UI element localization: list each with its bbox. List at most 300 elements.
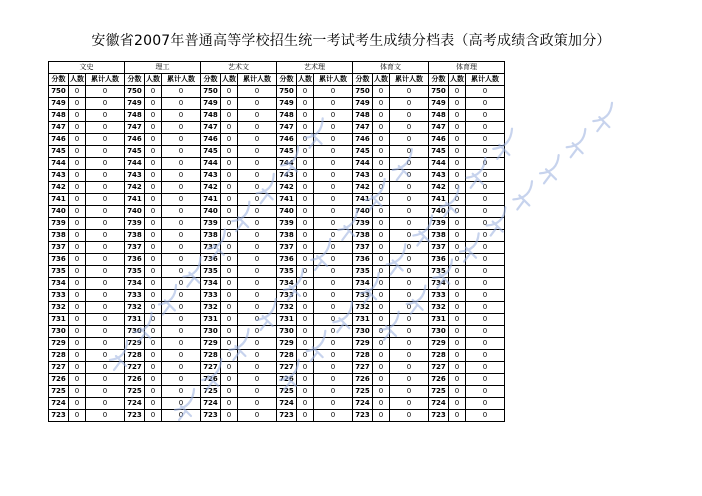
cumulative-cell: 0	[162, 218, 201, 230]
score-cell: 743	[353, 170, 373, 182]
score-cell: 733	[125, 290, 145, 302]
score-cell: 745	[353, 146, 373, 158]
cumulative-cell: 0	[162, 158, 201, 170]
score-cell: 723	[125, 410, 145, 422]
score-cell: 725	[49, 386, 69, 398]
count-cell: 0	[221, 410, 238, 422]
cumulative-cell: 0	[466, 326, 505, 338]
cumulative-cell: 0	[238, 374, 277, 386]
cumulative-cell: 0	[314, 122, 353, 134]
count-cell: 0	[449, 218, 466, 230]
score-cell: 743	[429, 170, 449, 182]
score-cell: 732	[353, 302, 373, 314]
cumulative-cell: 0	[314, 362, 353, 374]
count-cell: 0	[221, 86, 238, 98]
score-cell: 736	[277, 254, 297, 266]
score-cell: 723	[353, 410, 373, 422]
count-cell: 0	[449, 230, 466, 242]
count-cell: 0	[221, 110, 238, 122]
cumulative-cell: 0	[466, 206, 505, 218]
cumulative-cell: 0	[86, 266, 125, 278]
score-cell: 740	[277, 206, 297, 218]
cumulative-cell: 0	[86, 314, 125, 326]
count-cell: 0	[373, 146, 390, 158]
count-cell: 0	[297, 122, 314, 134]
score-cell: 725	[353, 386, 373, 398]
cumulative-cell: 0	[390, 158, 429, 170]
cumulative-cell: 0	[162, 194, 201, 206]
count-cell: 0	[449, 350, 466, 362]
cumulative-cell: 0	[162, 242, 201, 254]
count-cell: 0	[221, 362, 238, 374]
cumulative-cell: 0	[466, 290, 505, 302]
score-cell: 729	[277, 338, 297, 350]
count-cell: 0	[221, 302, 238, 314]
count-cell: 0	[221, 146, 238, 158]
group-header: 理工	[125, 62, 201, 74]
cumulative-cell: 0	[86, 218, 125, 230]
count-cell: 0	[297, 242, 314, 254]
score-cell: 729	[125, 338, 145, 350]
count-cell: 0	[373, 182, 390, 194]
count-cell: 0	[297, 302, 314, 314]
score-cell: 727	[201, 362, 221, 374]
count-cell: 0	[69, 314, 86, 326]
count-cell: 0	[145, 374, 162, 386]
cumulative-cell: 0	[314, 194, 353, 206]
score-cell: 727	[49, 362, 69, 374]
cumulative-cell: 0	[238, 410, 277, 422]
cumulative-cell: 0	[390, 266, 429, 278]
count-cell: 0	[449, 374, 466, 386]
count-cell: 0	[145, 218, 162, 230]
cumulative-cell: 0	[162, 386, 201, 398]
cumulative-cell: 0	[314, 158, 353, 170]
score-cell: 738	[201, 230, 221, 242]
score-cell: 746	[277, 134, 297, 146]
cumulative-cell: 0	[86, 254, 125, 266]
group-header: 艺术理	[277, 62, 353, 74]
count-cell: 0	[145, 254, 162, 266]
score-cell: 730	[49, 326, 69, 338]
cumulative-cell: 0	[86, 326, 125, 338]
cumulative-cell: 0	[314, 314, 353, 326]
count-cell: 0	[145, 122, 162, 134]
count-cell: 0	[69, 278, 86, 290]
count-cell: 0	[373, 338, 390, 350]
count-cell: 0	[449, 134, 466, 146]
count-cell: 0	[145, 350, 162, 362]
score-cell: 725	[125, 386, 145, 398]
count-cell: 0	[297, 326, 314, 338]
column-header: 分数	[277, 74, 297, 86]
score-cell: 749	[429, 98, 449, 110]
score-cell: 734	[353, 278, 373, 290]
score-cell: 726	[429, 374, 449, 386]
score-cell: 750	[201, 86, 221, 98]
score-cell: 729	[49, 338, 69, 350]
count-cell: 0	[297, 266, 314, 278]
count-cell: 0	[373, 254, 390, 266]
group-header: 文史	[49, 62, 125, 74]
score-cell: 738	[277, 230, 297, 242]
count-cell: 0	[373, 242, 390, 254]
cumulative-cell: 0	[86, 86, 125, 98]
score-cell: 737	[429, 242, 449, 254]
count-cell: 0	[221, 134, 238, 146]
column-header: 累计人数	[86, 74, 125, 86]
count-cell: 0	[145, 326, 162, 338]
count-cell: 0	[373, 230, 390, 242]
table-row	[49, 314, 505, 326]
cumulative-cell: 0	[466, 134, 505, 146]
score-cell: 724	[429, 398, 449, 410]
cumulative-cell: 0	[238, 206, 277, 218]
count-cell: 0	[145, 146, 162, 158]
score-cell: 744	[353, 158, 373, 170]
cumulative-cell: 0	[238, 134, 277, 146]
cumulative-cell: 0	[466, 350, 505, 362]
count-cell: 0	[145, 266, 162, 278]
cumulative-cell: 0	[238, 326, 277, 338]
cumulative-cell: 0	[86, 374, 125, 386]
score-cell: 740	[125, 206, 145, 218]
table-row	[49, 410, 505, 422]
count-cell: 0	[297, 314, 314, 326]
count-cell: 0	[297, 410, 314, 422]
score-cell: 747	[201, 122, 221, 134]
score-cell: 744	[125, 158, 145, 170]
score-cell: 749	[201, 98, 221, 110]
count-cell: 0	[449, 302, 466, 314]
cumulative-cell: 0	[238, 122, 277, 134]
score-cell: 735	[201, 266, 221, 278]
cumulative-cell: 0	[390, 374, 429, 386]
score-cell: 740	[353, 206, 373, 218]
count-cell: 0	[69, 134, 86, 146]
column-header: 累计人数	[162, 74, 201, 86]
count-cell: 0	[145, 134, 162, 146]
score-cell: 743	[125, 170, 145, 182]
table-row	[49, 158, 505, 170]
count-cell: 0	[297, 350, 314, 362]
table-row	[49, 398, 505, 410]
score-cell: 738	[125, 230, 145, 242]
count-cell: 0	[221, 206, 238, 218]
count-cell: 0	[145, 86, 162, 98]
score-cell: 730	[353, 326, 373, 338]
score-cell: 734	[201, 278, 221, 290]
table-row	[49, 302, 505, 314]
column-header: 人数	[297, 74, 314, 86]
score-cell: 746	[429, 134, 449, 146]
score-cell: 738	[429, 230, 449, 242]
table-row	[49, 134, 505, 146]
count-cell: 0	[69, 98, 86, 110]
count-cell: 0	[145, 242, 162, 254]
group-header: 艺术文	[201, 62, 277, 74]
cumulative-cell: 0	[390, 362, 429, 374]
score-cell: 735	[429, 266, 449, 278]
cumulative-cell: 0	[238, 362, 277, 374]
count-cell: 0	[221, 266, 238, 278]
column-header: 人数	[221, 74, 238, 86]
count-cell: 0	[221, 230, 238, 242]
count-cell: 0	[449, 122, 466, 134]
cumulative-cell: 0	[314, 326, 353, 338]
column-header: 累计人数	[314, 74, 353, 86]
count-cell: 0	[221, 122, 238, 134]
score-cell: 733	[201, 290, 221, 302]
cumulative-cell: 0	[86, 242, 125, 254]
table-row	[49, 194, 505, 206]
cumulative-cell: 0	[86, 386, 125, 398]
count-cell: 0	[297, 158, 314, 170]
cumulative-cell: 0	[314, 134, 353, 146]
count-cell: 0	[297, 386, 314, 398]
cumulative-cell: 0	[86, 170, 125, 182]
score-cell: 737	[353, 242, 373, 254]
table-row	[49, 98, 505, 110]
score-cell: 736	[429, 254, 449, 266]
count-cell: 0	[145, 206, 162, 218]
cumulative-cell: 0	[390, 182, 429, 194]
cumulative-cell: 0	[162, 326, 201, 338]
column-header: 人数	[145, 74, 162, 86]
cumulative-cell: 0	[390, 122, 429, 134]
cumulative-cell: 0	[86, 146, 125, 158]
table-row	[49, 242, 505, 254]
score-cell: 731	[125, 314, 145, 326]
count-cell: 0	[69, 146, 86, 158]
score-cell: 723	[201, 410, 221, 422]
score-cell: 745	[125, 146, 145, 158]
cumulative-cell: 0	[162, 302, 201, 314]
score-cell: 738	[353, 230, 373, 242]
cumulative-cell: 0	[86, 134, 125, 146]
cumulative-cell: 0	[314, 374, 353, 386]
score-cell: 736	[125, 254, 145, 266]
count-cell: 0	[449, 362, 466, 374]
score-cell: 739	[353, 218, 373, 230]
cumulative-cell: 0	[390, 230, 429, 242]
score-cell: 741	[429, 194, 449, 206]
cumulative-cell: 0	[466, 278, 505, 290]
count-cell: 0	[449, 182, 466, 194]
score-cell: 745	[49, 146, 69, 158]
cumulative-cell: 0	[314, 386, 353, 398]
cumulative-cell: 0	[466, 194, 505, 206]
count-cell: 0	[145, 182, 162, 194]
cumulative-cell: 0	[162, 110, 201, 122]
score-cell: 750	[429, 86, 449, 98]
table-row	[49, 122, 505, 134]
table-row	[49, 182, 505, 194]
score-cell: 747	[49, 122, 69, 134]
score-cell: 744	[201, 158, 221, 170]
cumulative-cell: 0	[162, 398, 201, 410]
score-cell: 728	[353, 350, 373, 362]
cumulative-cell: 0	[86, 302, 125, 314]
score-cell: 739	[49, 218, 69, 230]
score-cell: 727	[353, 362, 373, 374]
cumulative-cell: 0	[466, 110, 505, 122]
cumulative-cell: 0	[86, 110, 125, 122]
cumulative-cell: 0	[162, 254, 201, 266]
score-cell: 737	[201, 242, 221, 254]
count-cell: 0	[297, 134, 314, 146]
score-cell: 723	[429, 410, 449, 422]
cumulative-cell: 0	[162, 170, 201, 182]
column-header: 分数	[125, 74, 145, 86]
cumulative-cell: 0	[162, 206, 201, 218]
cumulative-cell: 0	[390, 206, 429, 218]
count-cell: 0	[221, 350, 238, 362]
score-cell: 725	[201, 386, 221, 398]
cumulative-cell: 0	[314, 302, 353, 314]
cumulative-cell: 0	[466, 146, 505, 158]
cumulative-cell: 0	[162, 350, 201, 362]
score-cell: 734	[429, 278, 449, 290]
table-row	[49, 230, 505, 242]
cumulative-cell: 0	[466, 410, 505, 422]
cumulative-cell: 0	[466, 254, 505, 266]
cumulative-cell: 0	[390, 338, 429, 350]
cumulative-cell: 0	[238, 290, 277, 302]
count-cell: 0	[373, 86, 390, 98]
cumulative-cell: 0	[390, 146, 429, 158]
count-cell: 0	[297, 110, 314, 122]
count-cell: 0	[221, 182, 238, 194]
score-cell: 746	[125, 134, 145, 146]
score-cell: 741	[277, 194, 297, 206]
cumulative-cell: 0	[162, 182, 201, 194]
score-cell: 747	[353, 122, 373, 134]
score-cell: 741	[49, 194, 69, 206]
score-cell: 742	[201, 182, 221, 194]
cumulative-cell: 0	[238, 278, 277, 290]
cumulative-cell: 0	[466, 218, 505, 230]
count-cell: 0	[69, 362, 86, 374]
score-cell: 724	[49, 398, 69, 410]
score-cell: 749	[49, 98, 69, 110]
column-header: 分数	[201, 74, 221, 86]
score-cell: 746	[201, 134, 221, 146]
cumulative-cell: 0	[162, 362, 201, 374]
score-cell: 724	[125, 398, 145, 410]
count-cell: 0	[449, 194, 466, 206]
score-cell: 733	[429, 290, 449, 302]
score-cell: 735	[353, 266, 373, 278]
score-cell: 733	[49, 290, 69, 302]
table-row	[49, 206, 505, 218]
cumulative-cell: 0	[238, 218, 277, 230]
score-cell: 728	[125, 350, 145, 362]
count-cell: 0	[373, 314, 390, 326]
count-cell: 0	[297, 206, 314, 218]
count-cell: 0	[373, 410, 390, 422]
cumulative-cell: 0	[314, 410, 353, 422]
cumulative-cell: 0	[86, 350, 125, 362]
cumulative-cell: 0	[390, 386, 429, 398]
count-cell: 0	[221, 326, 238, 338]
count-cell: 0	[69, 242, 86, 254]
count-cell: 0	[449, 86, 466, 98]
cumulative-cell: 0	[390, 314, 429, 326]
score-cell: 732	[277, 302, 297, 314]
cumulative-cell: 0	[162, 410, 201, 422]
cumulative-cell: 0	[162, 122, 201, 134]
count-cell: 0	[373, 326, 390, 338]
cumulative-cell: 0	[466, 302, 505, 314]
score-cell: 740	[429, 206, 449, 218]
score-cell: 742	[49, 182, 69, 194]
column-header: 累计人数	[238, 74, 277, 86]
score-cell: 742	[277, 182, 297, 194]
cumulative-cell: 0	[314, 98, 353, 110]
score-cell: 741	[353, 194, 373, 206]
score-cell: 744	[49, 158, 69, 170]
count-cell: 0	[69, 254, 86, 266]
cumulative-cell: 0	[86, 122, 125, 134]
cumulative-cell: 0	[238, 194, 277, 206]
cumulative-cell: 0	[314, 218, 353, 230]
cumulative-cell: 0	[86, 398, 125, 410]
count-cell: 0	[373, 374, 390, 386]
cumulative-cell: 0	[86, 290, 125, 302]
count-cell: 0	[145, 278, 162, 290]
count-cell: 0	[221, 242, 238, 254]
score-cell: 744	[429, 158, 449, 170]
score-cell: 739	[277, 218, 297, 230]
score-cell: 750	[49, 86, 69, 98]
cumulative-cell: 0	[162, 134, 201, 146]
score-cell: 750	[277, 86, 297, 98]
score-cell: 726	[125, 374, 145, 386]
count-cell: 0	[145, 230, 162, 242]
score-cell: 735	[277, 266, 297, 278]
score-cell: 737	[49, 242, 69, 254]
count-cell: 0	[297, 230, 314, 242]
count-cell: 0	[145, 362, 162, 374]
group-header: 体育理	[429, 62, 505, 74]
score-cell: 724	[353, 398, 373, 410]
cumulative-cell: 0	[86, 206, 125, 218]
cumulative-cell: 0	[162, 338, 201, 350]
cumulative-cell: 0	[86, 98, 125, 110]
score-cell: 731	[429, 314, 449, 326]
score-cell: 728	[429, 350, 449, 362]
score-cell: 737	[277, 242, 297, 254]
count-cell: 0	[449, 170, 466, 182]
cumulative-cell: 0	[466, 338, 505, 350]
score-cell: 727	[277, 362, 297, 374]
score-cell: 728	[49, 350, 69, 362]
score-cell: 749	[125, 98, 145, 110]
count-cell: 0	[449, 110, 466, 122]
cumulative-cell: 0	[314, 110, 353, 122]
count-cell: 0	[221, 218, 238, 230]
score-cell: 748	[277, 110, 297, 122]
count-cell: 0	[373, 110, 390, 122]
score-cell: 730	[277, 326, 297, 338]
cumulative-cell: 0	[390, 110, 429, 122]
score-cell: 745	[277, 146, 297, 158]
score-cell: 725	[429, 386, 449, 398]
count-cell: 0	[297, 98, 314, 110]
cumulative-cell: 0	[162, 266, 201, 278]
cumulative-cell: 0	[162, 146, 201, 158]
